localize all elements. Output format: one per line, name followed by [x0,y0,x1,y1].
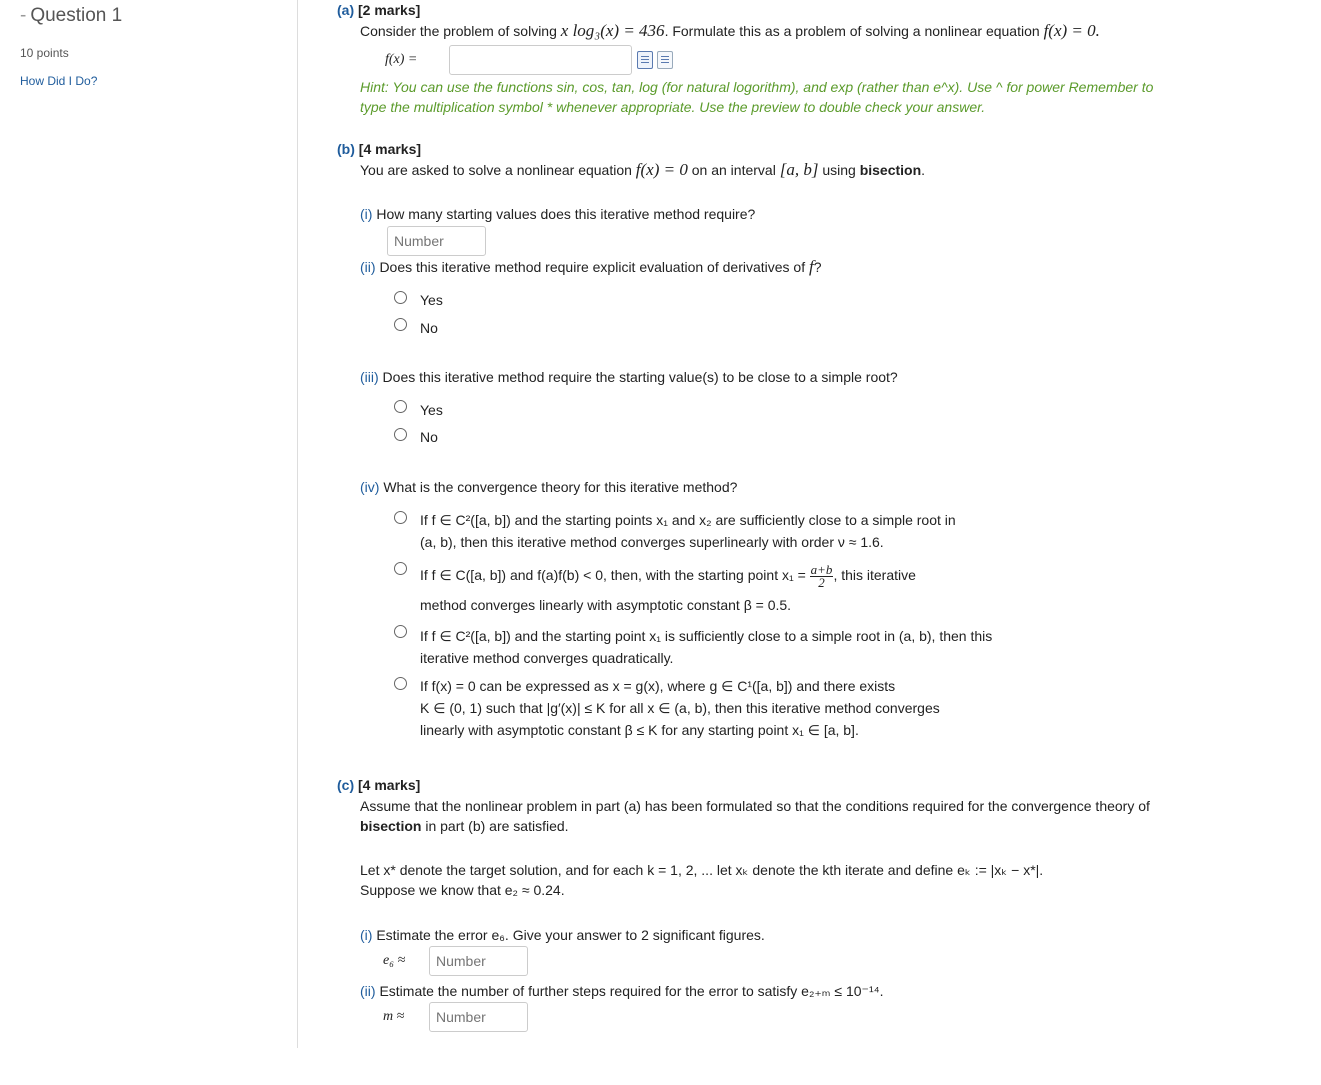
c-q2-number-input[interactable] [429,1002,528,1032]
part-c-heading [337,775,420,795]
b-q2-end: ? [813,259,822,275]
b-q2-text: Does this iterative method require explicit evaluation of derivatives of [379,259,809,275]
b-q4-option2-radio[interactable] [394,562,407,575]
part-a-heading [337,0,420,20]
opt4-line1: If f(x) = 0 can be expressed as x = g(x), where g ∈ C¹([a, b]) and there exists [420,678,896,694]
b-q4-option4-radio[interactable] [394,677,407,690]
fx-input-label: f(x) = [385,52,418,67]
opt1-line1: If f ∈ C²([a, b]) and the starting points x₁ and x₂ are sufficiently close to a simple root in [420,512,956,528]
points-label: 10 points [20,46,69,60]
b-q1-text: How many starting values does this iterative method require? [376,206,756,222]
part-a-statement [360,21,1160,41]
c-q1-text: Estimate the error e₆. Give your answer to 2 significant figures. [376,927,765,943]
part-b-text1: You are asked to solve a nonlinear equation [360,162,636,178]
part-b-tag: (b) [337,141,355,157]
opt4-line2: K ∈ (0, 1) such that |g′(x)| ≤ K for all x ∈ (a, b), then this iterative method converges [420,700,940,716]
c-q1-label: e₆ ≈ [383,953,406,968]
b-q2-f: f [809,257,814,276]
question-title-text: Question 1 [30,5,123,26]
b-q3 [360,367,898,387]
fx-input[interactable] [449,45,632,75]
part-a-target: f(x) = 0. [1043,21,1100,40]
question-title [20,5,122,27]
part-c-p1-line2 [360,816,1166,836]
part-b-marks: [4 marks] [358,141,422,157]
opt2-line1 [420,564,1024,594]
c-q1-tag: (i) [360,927,373,943]
opt2-fraction [810,564,834,589]
part-b-interval: [a, b] [779,160,819,179]
c-q2-text: Estimate the number of further steps required for the error to satisfy e₂₊ₘ ≤ 10⁻¹⁴. [379,983,884,999]
part-a-tag: (a) [337,2,355,18]
b-q1-tag: (i) [360,206,373,222]
b-q1-number-input[interactable] [387,226,486,256]
b-q4-option3-radio[interactable] [394,625,407,638]
b-q2 [360,257,822,277]
b-q4-option1-text [420,509,1024,553]
b-q3-text: Does this iterative method require the starting value(s) to be close to a simple root? [382,369,898,385]
part-b-heading [337,139,421,159]
b-q4-option4-text [420,675,1024,741]
how-did-i-do-link[interactable]: How Did I Do? [20,74,98,88]
b-q2-no-radio[interactable] [394,318,407,331]
opt2-frac-den: 2 [818,575,825,590]
part-c-p1-bold: bisection [360,818,422,834]
part-b-text2: on an interval [687,162,780,178]
opt1-line2: (a, b), then this iterative method converges superlinearly with order ν ≈ 1.6. [420,534,884,550]
part-c-p1: Assume that the nonlinear problem in part (a) has been formulated so that the conditions required for the convergence theory of [360,798,1150,814]
b-q3-yes-label: Yes [420,402,443,418]
opt3-line2: iterative method converges quadratically. [420,650,674,666]
document-icon[interactable] [657,51,673,69]
opt4-line3: linearly with asymptotic constant β ≤ K for any starting point x₁ ∈ [a, b]. [420,722,859,738]
part-c-tag: (c) [337,777,355,793]
part-a-marks: [2 marks] [358,2,421,18]
b-q4-tag: (iv) [360,479,380,495]
part-c-paragraph2 [360,860,1166,900]
part-b-method: bisection [859,162,922,178]
c-q2-tag: (ii) [360,983,376,999]
c-q1-number-input[interactable] [429,946,528,976]
c-q1 [360,925,765,945]
b-q4-text: What is the convergence theory for this iterative method? [383,479,738,495]
b-q2-yes-radio[interactable] [394,291,407,304]
b-q4-option3-text [420,625,1024,669]
opt2-line2: method converges linearly with asymptotic constant β = 0.5. [420,597,792,613]
opt2-frac-num: a+b [810,562,833,577]
b-q3-no-radio[interactable] [394,428,407,441]
collapse-dash[interactable]: - [20,5,27,26]
c-q2-label: m ≈ [383,1009,405,1024]
b-q3-yes-radio[interactable] [394,400,407,413]
part-b-text4: . [921,162,926,178]
part-b-text3: using [818,162,860,178]
part-c-marks: [4 marks] [358,777,421,793]
part-b-eq: f(x) = 0 [635,160,688,179]
question-sidebar [0,0,298,1048]
opt3-line1: If f ∈ C²([a, b]) and the starting point x₁ is sufficiently close to a simple root in (a, b), then this [420,628,993,644]
opt2-line1a: If f ∈ C([a, b]) and f(a)f(b) < 0, then, with the starting point x₁ = [420,567,806,584]
part-a-text-middle: . Formulate this as a problem of solving a nonlinear equation [664,23,1044,39]
part-c-paragraph1 [360,796,1166,836]
b-q3-no-label: No [420,429,438,445]
b-q4-option1-radio[interactable] [394,511,407,524]
opt2-line1b: , this iterative [833,567,916,584]
b-q2-yes-label: Yes [420,292,443,308]
b-q2-tag: (ii) [360,259,376,275]
part-c-p2: Let x* denote the target solution, and for each k = 1, 2, ... let xₖ denote the kth iterate and define eₖ := |xₖ − x*|. [360,862,1044,878]
hint-text: Hint: You can use the functions sin, cos, tan, log (for natural logorithm), and exp (rather than e^x). Use ^ for power Remember to type the multiplication symbol * whenever appropriate. Use the preview to double check your answer. [360,79,1154,115]
b-q4 [360,477,737,497]
preview-icon[interactable] [637,51,653,69]
part-b-statement [360,160,925,180]
part-a-text-before: Consider the problem of solving [360,23,561,39]
b-q2-no-label: No [420,320,438,336]
b-q4-option2-text [420,564,1024,616]
b-q1 [360,204,755,224]
c-q2 [360,981,884,1001]
part-a-equation: x log₃(x) = 436 [560,21,665,40]
part-c-p3: Suppose we know that e₂ ≈ 0.24. [360,882,565,898]
part-c-p1-end: in part (b) are satisfied. [421,818,569,834]
b-q3-tag: (iii) [360,369,379,385]
